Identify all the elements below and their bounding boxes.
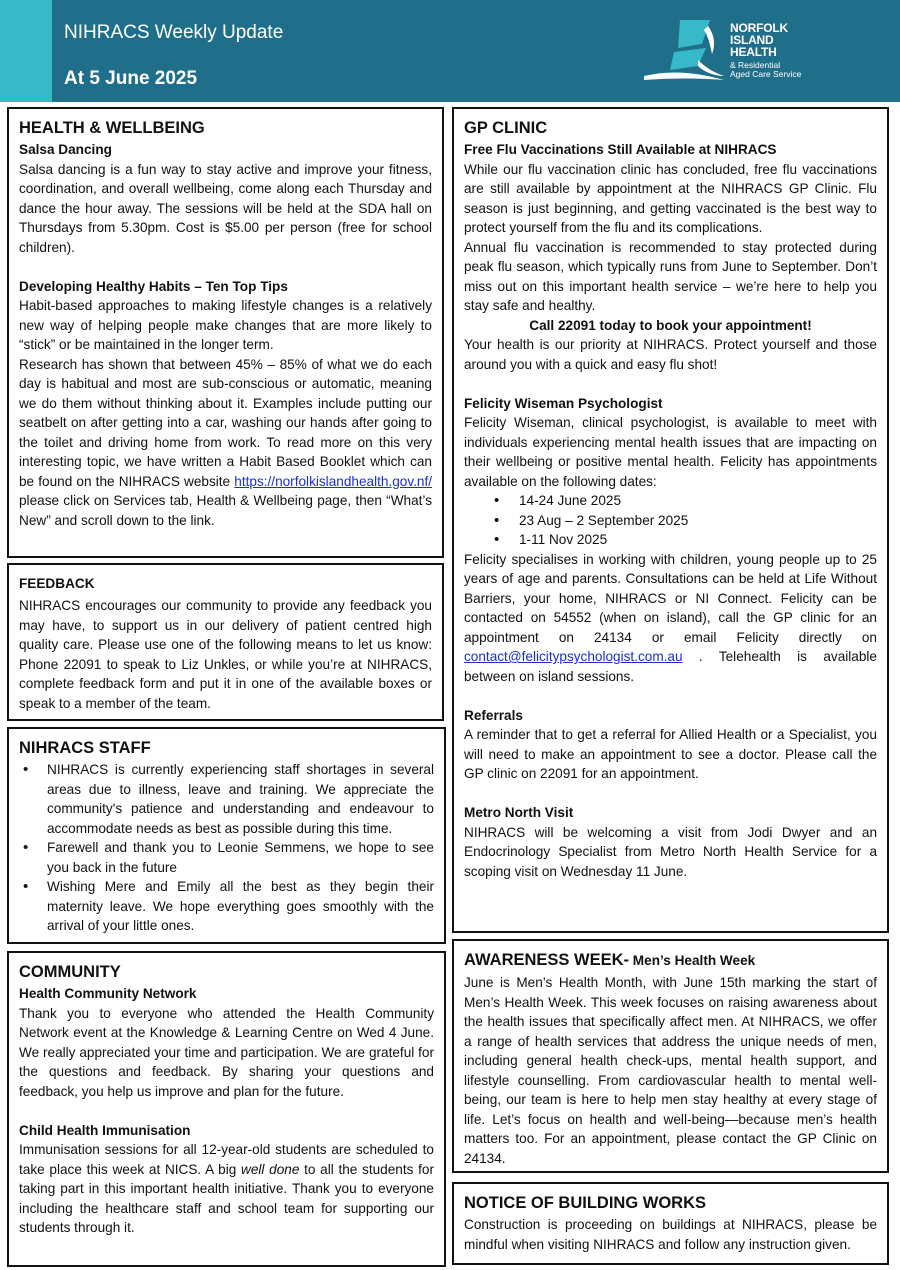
health-wellbeing-section bbox=[7, 107, 444, 558]
page-header bbox=[0, 0, 900, 102]
section-title: AWARENESS WEEK- Men’s Health Week bbox=[464, 951, 756, 969]
newsletter-date: At 5 June 2025 bbox=[64, 68, 198, 89]
community-section bbox=[7, 951, 446, 1267]
flu-call-to-action: Call 22091 today to book your appointment! bbox=[529, 317, 812, 333]
habits-heading: Developing Healthy Habits – Ten Top Tips bbox=[19, 278, 288, 294]
building-works-section bbox=[452, 1182, 889, 1265]
header-accent-bar bbox=[0, 0, 52, 102]
list-item: • Farewell and thank you to Leonie Semmens, we hope to see you back in the future bbox=[19, 838, 434, 877]
habits-paragraph-1: Habit-based approaches to making lifestyle changes is a relatively new way of helping people make changes that are more likely to “stick” or be maintained in the longer term. bbox=[19, 298, 432, 352]
flu-paragraph-1: While our flu vaccination clinic has concluded, free flu vaccinations are still available by appointment at the NIHRACS GP Clinic. Flu season is just beginning, and getting vaccinated is the best way to protect yourself from the flu and its complications. bbox=[464, 161, 877, 235]
psychologist-dates-list bbox=[464, 491, 877, 550]
list-item: • 1-11 Nov 2025 bbox=[464, 530, 877, 550]
habits-paragraph-2: Research has shown that between 45% – 85% of what we do each day is habitual and most are sub-conscious or automatic, meaning we do them without thinking about it. Examples include putting our seatbelt on after getting into a car, washing our hands after going to the toilet and driving home from work. To read more on this very interesting topic, we have written a Habit Based Booklet which can be found on the NIHRACS website https://norfolkislandhealth.gov.nf/ please click on Services tab, Health & Wellbeing page, then “What’s New” and scroll down to the link. bbox=[19, 356, 432, 528]
awareness-text: June is Men’s Health Month, with June 15th marking the start of Men’s Health Week. This week focuses on raising awareness about the health issues that specifically affect men. At NIHRACS, we offer a range of health services that address the unique needs of men, including general health check-ups, mental health support, and lifestyle counselling. From cardiovascular health to mental well-being, our team is here to help men stay healthy at every stage of life. Let’s focus on health and well-being—because men’s health matters too. For an appointment, please contact the GP Clinic on 24134. bbox=[464, 975, 877, 1166]
list-item: • NIHRACS is currently experiencing staff shortages in several areas due to illness, leave and training. We appreciate the community's patience and understanding and endeavour to accommodate needs as best as possible during this time. bbox=[19, 760, 434, 838]
flu-heading: Free Flu Vaccinations Still Available at NIHRACS bbox=[464, 142, 777, 157]
psychologist-paragraph-1: Felicity Wiseman, clinical psychologist, is available to meet with individuals experiencing mental health issues that are impacting on their wellbeing or positive mental health. Felicity has appointments available on the following dates: bbox=[464, 415, 877, 489]
psychologist-heading: Felicity Wiseman Psychologist bbox=[464, 395, 663, 411]
health-website-link[interactable]: https://norfolkislandhealth.gov.nf/ bbox=[234, 473, 432, 489]
building-works-text: Construction is proceeding on buildings at NIHRACS, please be mindful when visiting NIHRACS and follow any instruction given. bbox=[464, 1217, 877, 1252]
metro-north-text: NIHRACS will be welcoming a visit from Jodi Dwyer and an Endocrinology Specialist from Metro North Health Service for a scoping visit on Wednesday 11 June. bbox=[464, 824, 877, 879]
flu-paragraph-2: Annual flu vaccination is recommended to stay protected during peak flu season, which typically runs from June to September. Don’t miss out on this important health service – we’re here to help you stay safe and healthy. bbox=[464, 239, 877, 313]
referrals-text: A reminder that to get a referral for Allied Health or a Specialist, you will need to make an appointment to see a doctor. Please call the GP clinic on 22091 for an appointment. bbox=[464, 727, 877, 781]
logo-wordmark: NORFOLK ISLAND HEALTH bbox=[730, 21, 788, 59]
feedback-section bbox=[7, 563, 444, 721]
metro-north-heading: Metro North Visit bbox=[464, 805, 574, 820]
section-title: NIHRACS STAFF bbox=[19, 739, 151, 757]
list-item: • Wishing Mere and Emily all the best as they begin their maternity leave. We hope everything goes smoothly with the arrival of your little ones. bbox=[19, 877, 434, 936]
section-title: HEALTH & WELLBEING bbox=[19, 119, 205, 137]
newsletter-title: NIHRACS Weekly Update bbox=[64, 22, 284, 43]
list-item: • 14-24 June 2025 bbox=[464, 491, 877, 511]
salsa-heading: Salsa Dancing bbox=[19, 142, 112, 157]
list-item: • 23 Aug – 2 September 2025 bbox=[464, 511, 877, 531]
awareness-week-section bbox=[452, 939, 889, 1173]
section-title: GP CLINIC bbox=[464, 119, 548, 137]
flu-paragraph-3: Your health is our priority at NIHRACS. Protect yourself and those around you with a quick and easy flu shot! bbox=[464, 337, 877, 372]
referrals-heading: Referrals bbox=[464, 707, 523, 723]
network-heading: Health Community Network bbox=[19, 986, 197, 1001]
section-title: NOTICE OF BUILDING WORKS bbox=[464, 1194, 706, 1212]
immunisation-heading: Child Health Immunisation bbox=[19, 1122, 191, 1138]
network-text: Thank you to everyone who attended the Health Community Network event at the Knowledge & Learning Centre on Wed 4 June. We really appreciated your time and participation. We are grateful for the questions and feedback. By sharing your questions and feedback, you help us improve and plan for the future. bbox=[19, 1005, 434, 1099]
psychologist-email-link[interactable]: contact@felicitypsychologist.com.au bbox=[464, 649, 683, 664]
section-title: COMMUNITY bbox=[19, 963, 121, 981]
staff-section bbox=[7, 727, 446, 944]
psychologist-paragraph-2: Felicity specialises in working with children, young people up to 25 years of age and parents. Consultations can be held at Life Without Barriers, your home, NIHRACS or NI Connect. Felicity can be contacted on 54552 (when on island), call the GP clinic for an appointment on 24134 or email Felicity directly on contact@felicitypsychologist.com.au . Telehealth is available between on island sessions. bbox=[464, 551, 877, 684]
staff-list bbox=[19, 760, 434, 936]
feedback-text: NIHRACS encourages our community to provide any feedback you may have, to support us in our delivery of patient centred high quality care. Please use one of the following means to let us know: Phone 22091 to speak to Liz Unkles, or while you’re at NIHRACS, complete feedback form and put it in one of the available boxes or speak to a member of the team. bbox=[19, 598, 432, 711]
section-title: FEEDBACK bbox=[19, 576, 95, 591]
awareness-subtitle: Men’s Health Week bbox=[629, 953, 756, 968]
salsa-text: Salsa dancing is a fun way to stay active and improve your fitness, coordination, and overall wellbeing, come along each Thursday and dance the hour away. The sessions will be held at the SDA hall on Thursdays from 5.30pm. Cost is $5.00 per person (free for school children). bbox=[19, 161, 432, 255]
gp-clinic-section bbox=[452, 107, 889, 933]
immunisation-text: Immunisation sessions for all 12-year-old students are scheduled to take place this week at NICS. A big well done to all the students for taking part in this important health initiative. Thank you to everyone including the healthcare staff and school team for supporting our students through it. bbox=[19, 1142, 434, 1235]
logo-subtitle: & Residential Aged Care Service bbox=[730, 60, 802, 79]
